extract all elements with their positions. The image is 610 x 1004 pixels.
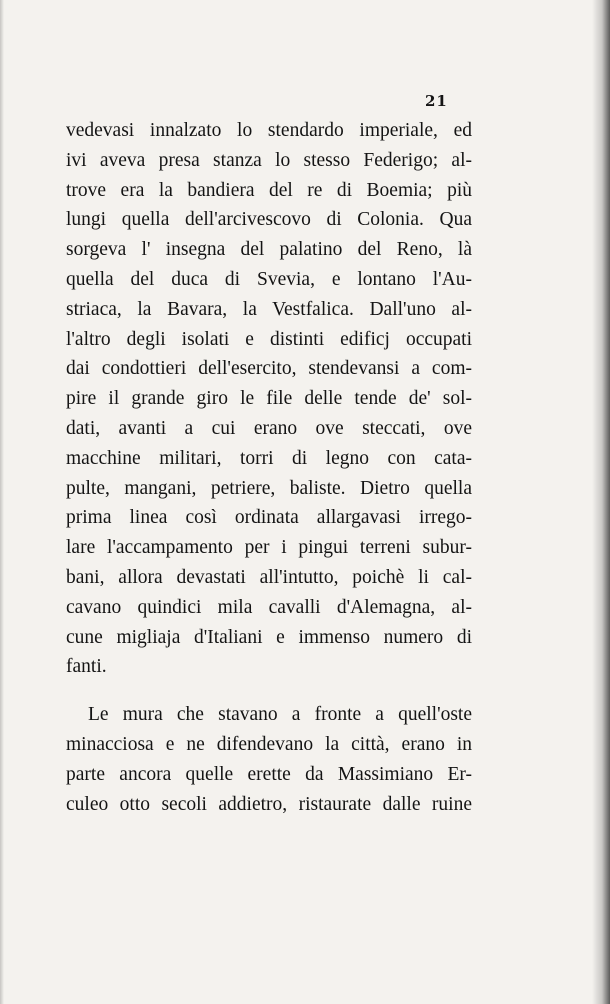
body-text xyxy=(66,116,472,819)
page-binding-shadow xyxy=(592,0,610,1004)
paragraph-spacer xyxy=(66,682,472,700)
text-line: macchine militari, torri di legno con cata- xyxy=(66,447,472,469)
text-line: minacciosa e ne difendevano la città, erano in xyxy=(66,733,472,755)
text-line: vedevasi innalzato lo stendardo imperiale, ed xyxy=(66,120,472,141)
text-line: pire il grande giro le file delle tende de' sol- xyxy=(66,388,472,410)
text-line: sorgeva l' insegna del palatino del Reno, là xyxy=(66,239,472,261)
page-number: 21 xyxy=(425,92,448,110)
text-line: l'altro degli isolati e distinti edificj occupati xyxy=(66,328,472,350)
text-line: Le mura che stavano a fronte a quell'oste xyxy=(88,704,472,726)
page-left-edge xyxy=(0,0,4,1004)
text-line: prima linea così ordinata allargavasi irrego- xyxy=(66,507,472,529)
text-line: lungi quella dell'arcivescovo di Colonia. Qua xyxy=(66,209,472,231)
paragraph-2 xyxy=(66,700,472,819)
text-line: pulte, mangani, petriere, baliste. Dietro quella xyxy=(66,477,472,499)
text-line: fanti. xyxy=(66,656,107,678)
text-line: quella del duca di Svevia, e lontano l'Au- xyxy=(66,268,472,290)
text-line: bani, allora devastati all'intutto, poichè li cal- xyxy=(66,566,472,588)
text-line: trove era la bandiera del re di Boemia; più xyxy=(66,179,472,201)
text-line: striaca, la Bavara, la Vestfalica. Dall'uno al- xyxy=(66,298,472,320)
text-line: lare l'accampamento per i pingui terreni subur- xyxy=(66,537,472,559)
text-line: cune migliaja d'Italiani e immenso numero di xyxy=(66,626,472,648)
paragraph-1 xyxy=(66,116,472,682)
text-line: cavano quindici mila cavalli d'Alemagna, al- xyxy=(66,596,472,618)
text-line: culeo otto secoli addietro, ristaurate dalle ruine xyxy=(66,793,472,815)
text-line: dati, avanti a cui erano ove steccati, ove xyxy=(66,417,472,439)
text-line: dai condottieri dell'esercito, stendevansi a com- xyxy=(66,358,472,380)
text-line: parte ancora quelle erette da Massimiano Er- xyxy=(66,763,472,785)
text-line: ivi aveva presa stanza lo stesso Federigo; al- xyxy=(66,149,472,171)
